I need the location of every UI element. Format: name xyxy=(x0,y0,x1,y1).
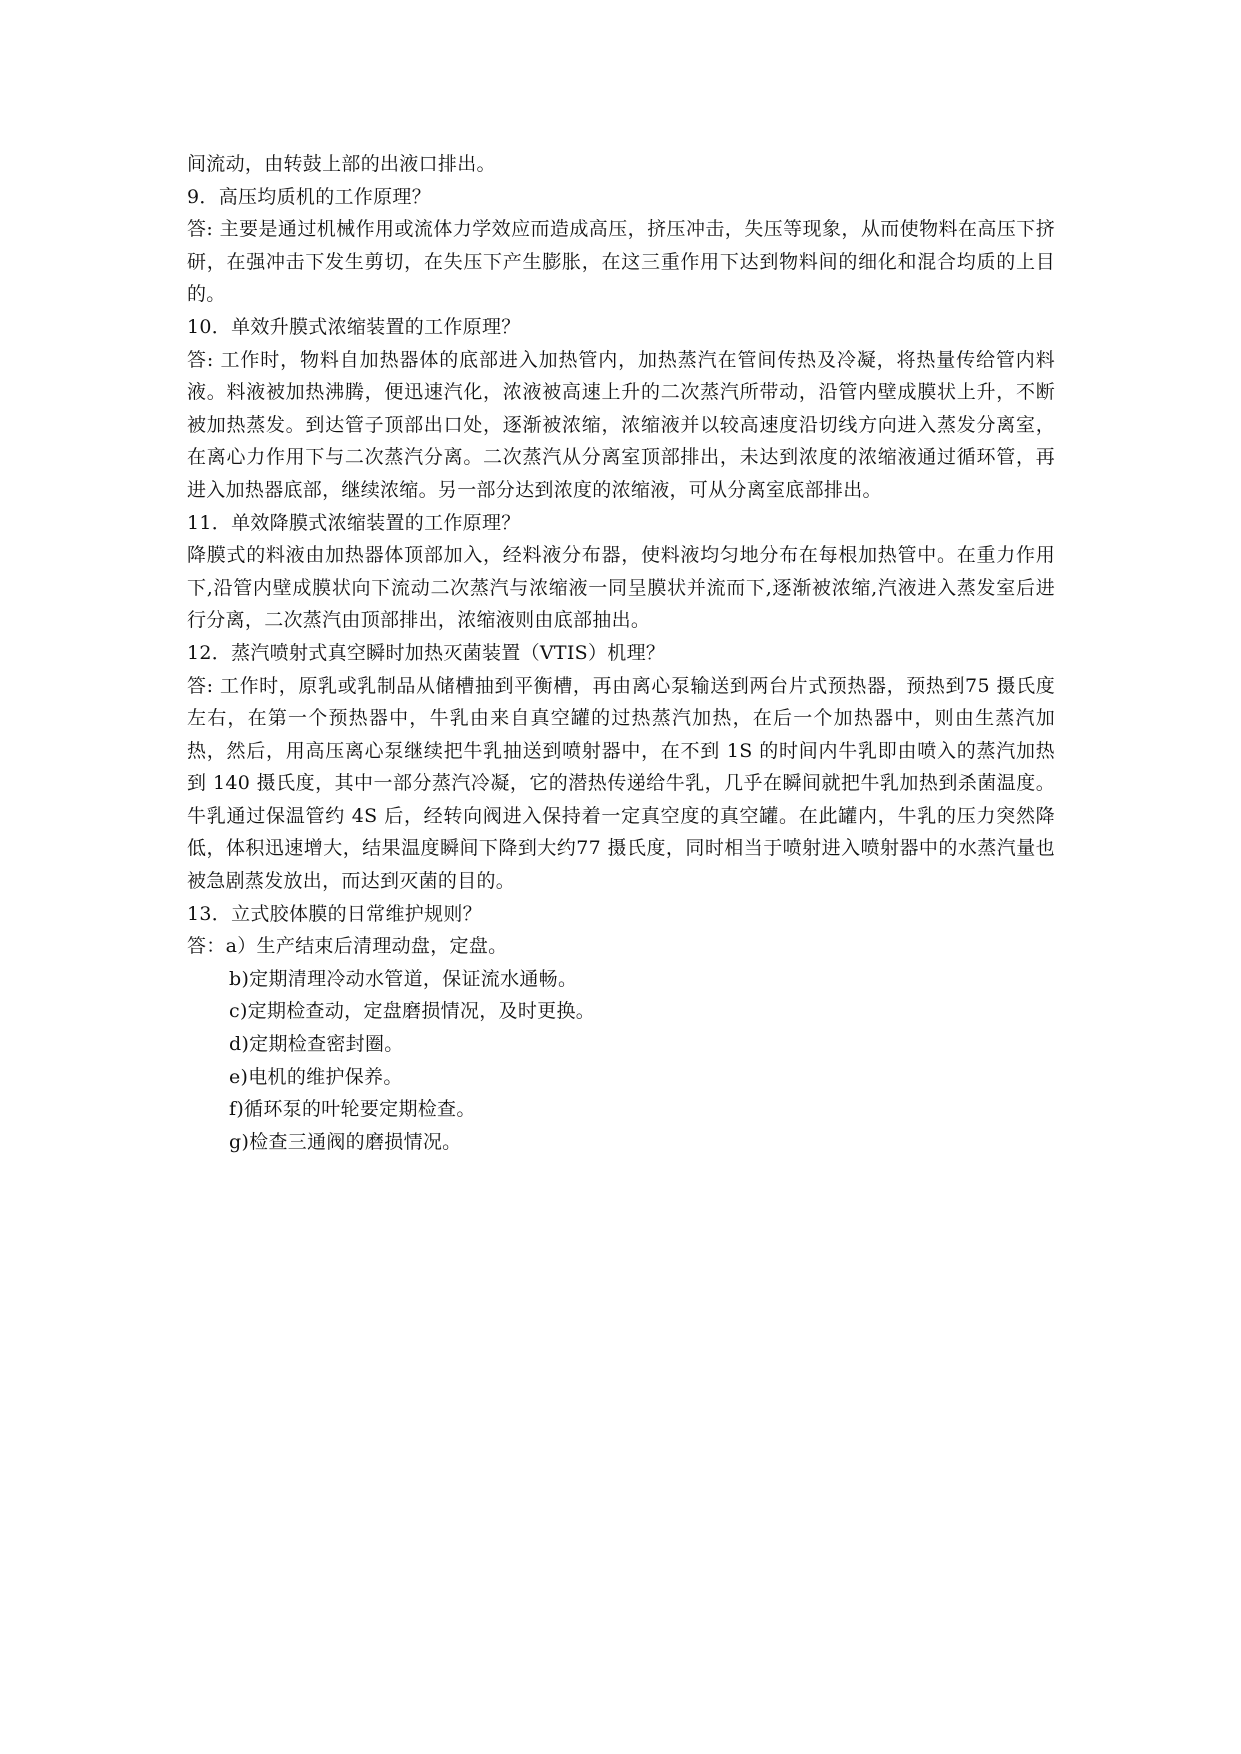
answer-11: 降膜式的料液由加热器体顶部加入，经料液分布器，使料液均匀地分布在每根加热管中。在重力作用下,沿管内壁成膜状向下流动二次蒸汽与浓缩液一同呈膜状并流而下,逐渐被浓缩,汽液进入蒸发室后进行分离，二次蒸汽由顶部排出，浓缩液则由底部抽出。 xyxy=(187,544,1055,632)
answer-13-item-d: d)定期检查密封圈。 xyxy=(229,1033,404,1056)
answer-13-item-e: e)电机的维护保养。 xyxy=(229,1065,403,1088)
question-13: 13．立式胶体膜的日常维护规则？ xyxy=(187,902,482,925)
answer-13-item-f: f)循环泵的叶轮要定期检查。 xyxy=(229,1098,476,1121)
question-11: 11．单效降膜式浓缩装置的工作原理？ xyxy=(187,511,521,534)
question-10: 10．单效升膜式浓缩装置的工作原理？ xyxy=(187,315,521,338)
answer-13-item-b: b)定期清理冷动水管道，保证流水通畅。 xyxy=(229,967,578,990)
question-12: 12．蒸汽喷射式真空瞬时加热灭菌装置（VTIS）机理？ xyxy=(187,641,666,664)
paragraph-continuation: 间流动，由转鼓上部的出液口排出。 xyxy=(187,153,496,175)
answer-13-item-g: g)检查三通阀的磨损情况。 xyxy=(229,1130,462,1153)
document-body xyxy=(187,148,1055,1158)
answer-12: 答: 工作时，原乳或乳制品从储槽抽到平衡槽，再由离心泵输送到两台片式预热器，预热到75 摄氏度左右，在第一个预热器中，牛乳由来自真空罐的过热蒸汽加热，在后一个加热器中，则由生蒸汽加热，然后，用高压离心泵继续把牛乳抽送到喷射器中，在不到 1S 的时间内牛乳即由喷入的蒸汽加热到 140 摄氏度，其中一部分蒸汽冷凝，它的潜热传递给牛乳，几乎在瞬间就把牛乳加热到杀菌温度。牛乳通过保温管约 4S 后，经转向阀进入保持着一定真空度的真空罐。在此罐内，牛乳的压力突然降低，体积迅速增大，结果温度瞬间下降到大约77 摄氏度，同时相当于喷射进入喷射器中的水蒸汽量也被急剧蒸发放出，而达到灭菌的目的。 xyxy=(187,674,1055,893)
answer-9: 答: 主要是通过机械作用或流体力学效应而造成高压，挤压冲击，失压等现象，从而使物料在高压下挤研，在强冲击下发生剪切，在失压下产生膨胀，在这三重作用下达到物料间的细化和混合均质的上目的。 xyxy=(187,218,1055,306)
answer-13-item-a: 答：a）生产结束后清理动盘，定盘。 xyxy=(187,935,508,958)
question-9: 9．高压均质机的工作原理？ xyxy=(187,185,431,208)
answer-13-item-c: c)定期检查动，定盘磨损情况，及时更换。 xyxy=(229,1000,596,1023)
answer-10: 答: 工作时，物料自加热器体的底部进入加热管内，加热蒸汽在管间传热及冷凝，将热量传给管内料液。料液被加热沸腾，便迅速汽化，浓液被高速上升的二次蒸汽所带动，沿管内壁成膜状上升，不断被加热蒸发。到达管子顶部出口处，逐渐被浓缩，浓缩液并以较高速度沿切线方向进入蒸发分离室，在离心力作用下与二次蒸汽分离。二次蒸汽从分离室顶部排出，未达到浓度的浓缩液通过循环管，再进入加热器底部，继续浓缩。另一部分达到浓度的浓缩液，可从分离室底部排出。 xyxy=(187,348,1055,501)
